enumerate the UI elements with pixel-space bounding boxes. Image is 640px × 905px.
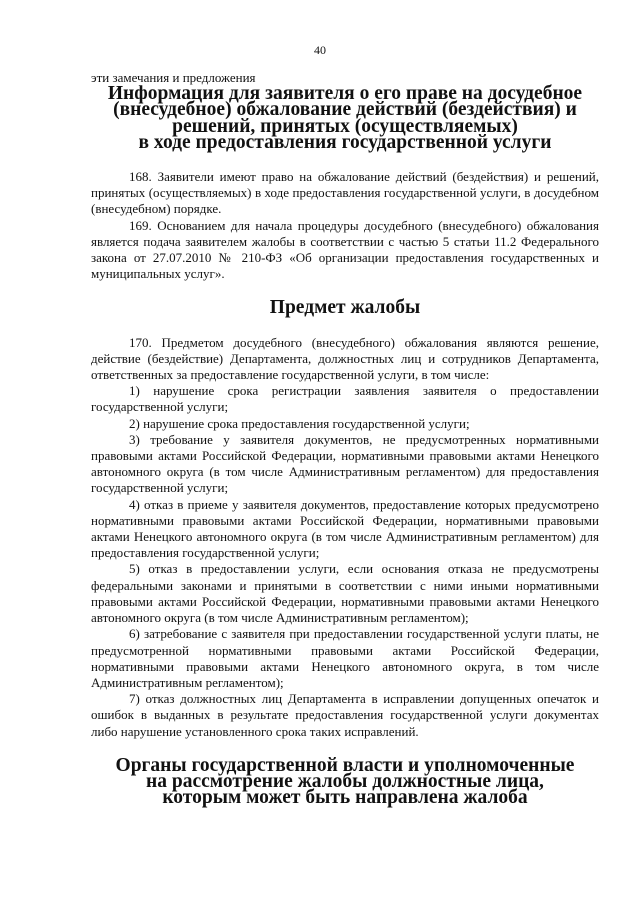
list-item: 7) отказ должностных лиц Департамента в исправлении допущенных опечаток и ошибок в выданных в результате предоставления государственной услуги документах либо нарушение установленного срока таких исправлений. <box>91 691 599 739</box>
page-number: 40 <box>314 43 326 57</box>
list-item: 5) отказ в предоставлении услуги, если основания отказа не предусмотрены федеральными законами и принятыми в соответствии с ними иными нормативными правовыми актами Российской Федерации, нормативными правовыми актами Ненецкого автономного округа (в том числе Административным регламентом); <box>91 561 599 626</box>
heading-line: на рассмотрение жалобы должностные лица, <box>146 770 544 792</box>
heading-line: в ходе предоставления государственной услуги <box>138 131 552 153</box>
carryover-line: эти замечания и предложения <box>91 70 256 85</box>
spacer <box>91 151 599 169</box>
heading-line: Информация для заявителя о его праве на досудебное <box>107 83 583 105</box>
paragraph-168: 168. Заявители имеют право на обжалование действий (бездействия) и решений, принятых (осуществляемых) в ходе предоставления государственной услуги, в досудебном (внесудебном) порядке. <box>91 169 599 217</box>
section-heading-complaint-subject: Предмет жалобы <box>269 297 421 319</box>
document-body <box>91 70 599 809</box>
section-heading-appeal-rights <box>91 83 599 153</box>
section-heading-authorities <box>91 754 599 809</box>
list-item: 6) затребование с заявителя при предоставлении государственной услуги платы, не предусмотренной нормативными правовыми актами Российской Федерации, нормативными правовыми актами Ненецкого автономного округа, в том числе Административным регламентом); <box>91 626 599 690</box>
heading-line: (внесудебное) обжалование действий (бездействия) и <box>113 99 577 121</box>
heading-line: решений, принятых (осуществляемых) <box>172 115 518 137</box>
heading-line: Органы государственной власти и уполномоченные <box>115 754 575 776</box>
list-item: 1) нарушение срока регистрации заявления заявителя о предоставлении государственной услуги; <box>91 383 599 415</box>
paragraph-170: 170. Предметом досудебного (внесудебного) обжалования являются решение, действие (бездействие) Департамента, должностных лиц и сотрудников Департамента, ответственных за предоставление государственной услуги, в том числе: <box>91 334 599 383</box>
heading-line: которым может быть направлена жалоба <box>162 787 528 809</box>
spacer <box>91 317 599 335</box>
list-item: 4) отказ в приеме у заявителя документов, предоставление которых предусмотрено нормативными правовыми актами Российской Федерации, нормативными правовыми актами Ненецкого автономного округа (в том числе Административным регламентом) для предоставления государственной услуги; <box>91 496 599 561</box>
list-item: 3) требование у заявителя документов, не предусмотренных нормативными правовыми актами Российской Федерации, нормативными правовыми актами Ненецкого автономного округа (в том числе Административным регламентом) для предоставления государственной услуги; <box>91 431 599 496</box>
list-item: 2) нарушение срока предоставления государственной услуги; <box>129 415 470 431</box>
paragraph-169: 169. Основанием для начала процедуры досудебного (внесудебного) обжалования является подача заявителем жалобы в соответствии с частью 5 статьи 11.2 Федерального закона от 27.07.2010 № 210-ФЗ «Об организации предоставления государственных и муниципальных услуг». <box>91 217 599 282</box>
